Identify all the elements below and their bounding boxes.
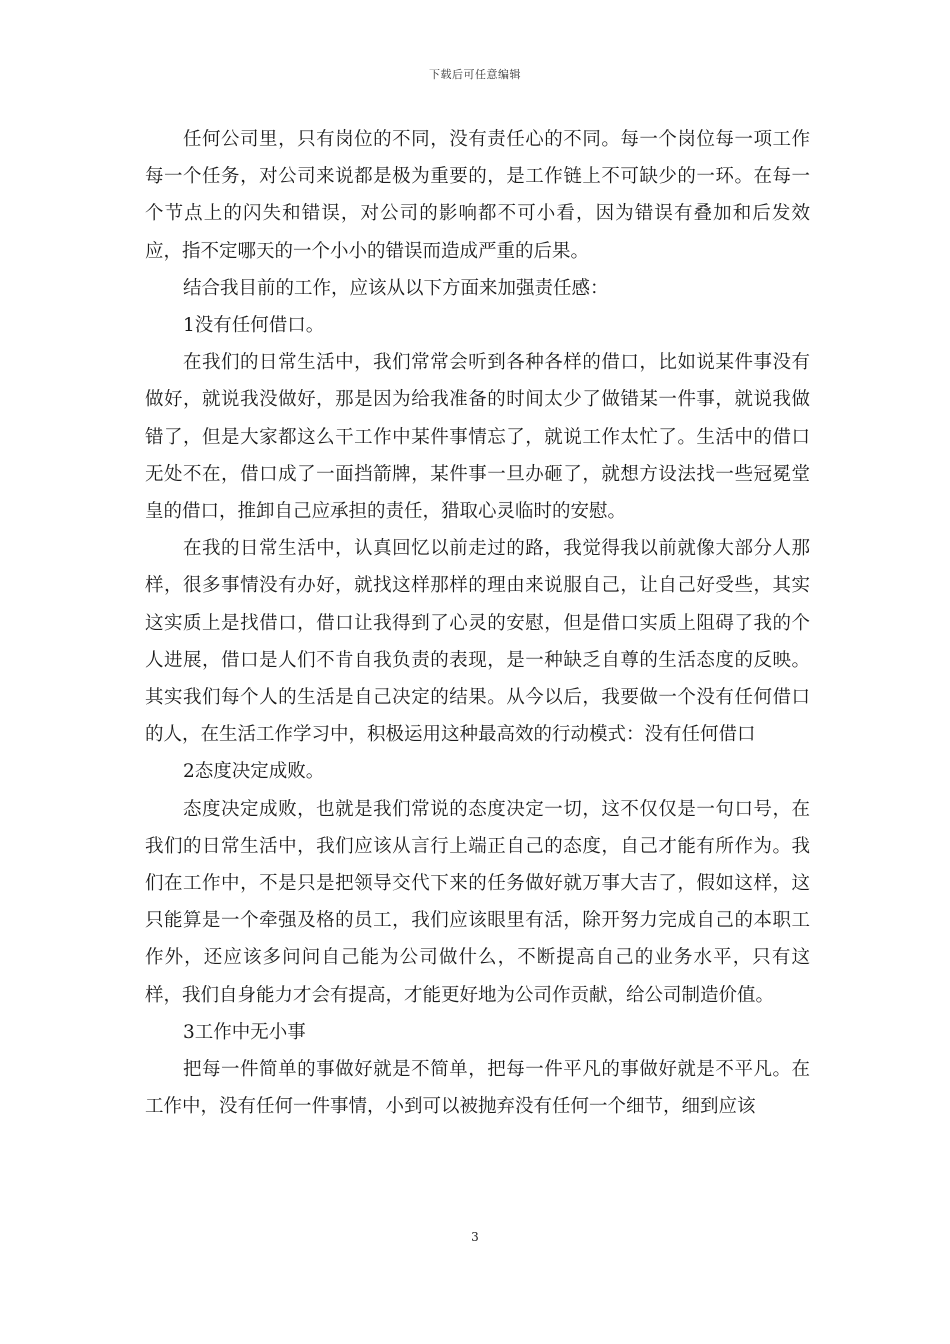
paragraph: 态度决定成败，也就是我们常说的态度决定一切，这不仅仅是一句口号，在我们的日常生活中，我们应该从言行上端正自己的态度，自己才能有所作为。我们在工作中，不是只是把领导交代下来的任务做好就万事大吉了，假如这样，这只能算是一个牵强及格的员工，我们应该眼里有活，除开努力完成自己的本职工作外，还应该多问问自己能为公司做什么，不断提高自己的业务水平，只有这样，我们自身能力才会有提高，才能更好地为公司作贡献，给公司制造价值。 [145, 798, 810, 1006]
section-heading: 1没有任何借口。 [183, 315, 325, 337]
paragraph: 在我的日常生活中，认真回忆以前走过的路，我觉得我以前就像大部分人那样，很多事情没有办好，就找这样那样的理由来说服自己，让自己好受些，其实这实质上是找借口，借口让我得到了心灵的安慰，但是借口实质上阻碍了我的个人进展，借口是人们不肯自我负责的表现，是一种缺乏自尊的生活态度的反映。其实我们每个人的生活是自己决定的结果。从今以后，我要做一个没有任何借口的人，在生活工作学习中，积极运用这种最高效的行动模式：没有任何借口 [145, 538, 810, 746]
page-number: 3 [471, 1230, 479, 1244]
page-header: 下载后可任意编辑 [429, 68, 521, 81]
section-heading: 3工作中无小事 [183, 1021, 306, 1043]
paragraph: 结合我目前的工作，应该从以下方面来加强责任感： [183, 277, 609, 299]
document-body [145, 121, 810, 1125]
section-heading: 2态度决定成败。 [183, 761, 325, 783]
paragraph: 任何公司里，只有岗位的不同，没有责任心的不同。每一个岗位每一项工作每一个任务，对公司来说都是极为重要的，是工作链上不可缺少的一环。在每一个节点上的闪失和错误，对公司的影响都不可小看，因为错误有叠加和后发效应，指不定哪天的一个小小的错误而造成严重的后果。 [145, 129, 810, 262]
paragraph: 把每一件简单的事做好就是不简单，把每一件平凡的事做好就是不平凡。在工作中，没有任何一件事情，小到可以被抛弃没有任何一个细节，细到应该 [145, 1059, 810, 1118]
paragraph: 在我们的日常生活中，我们常常会听到各种各样的借口，比如说某件事没有做好，就说我没做好，那是因为给我准备的时间太少了做错某一件事，就说我做错了，但是大家都这么干工作中某件事情忘了，就说工作太忙了。生活中的借口无处不在，借口成了一面挡箭牌，某件事一旦办砸了，就想方设法找一些冠冕堂皇的借口，推卸自己应承担的责任，猎取心灵临时的安慰。 [145, 352, 810, 523]
